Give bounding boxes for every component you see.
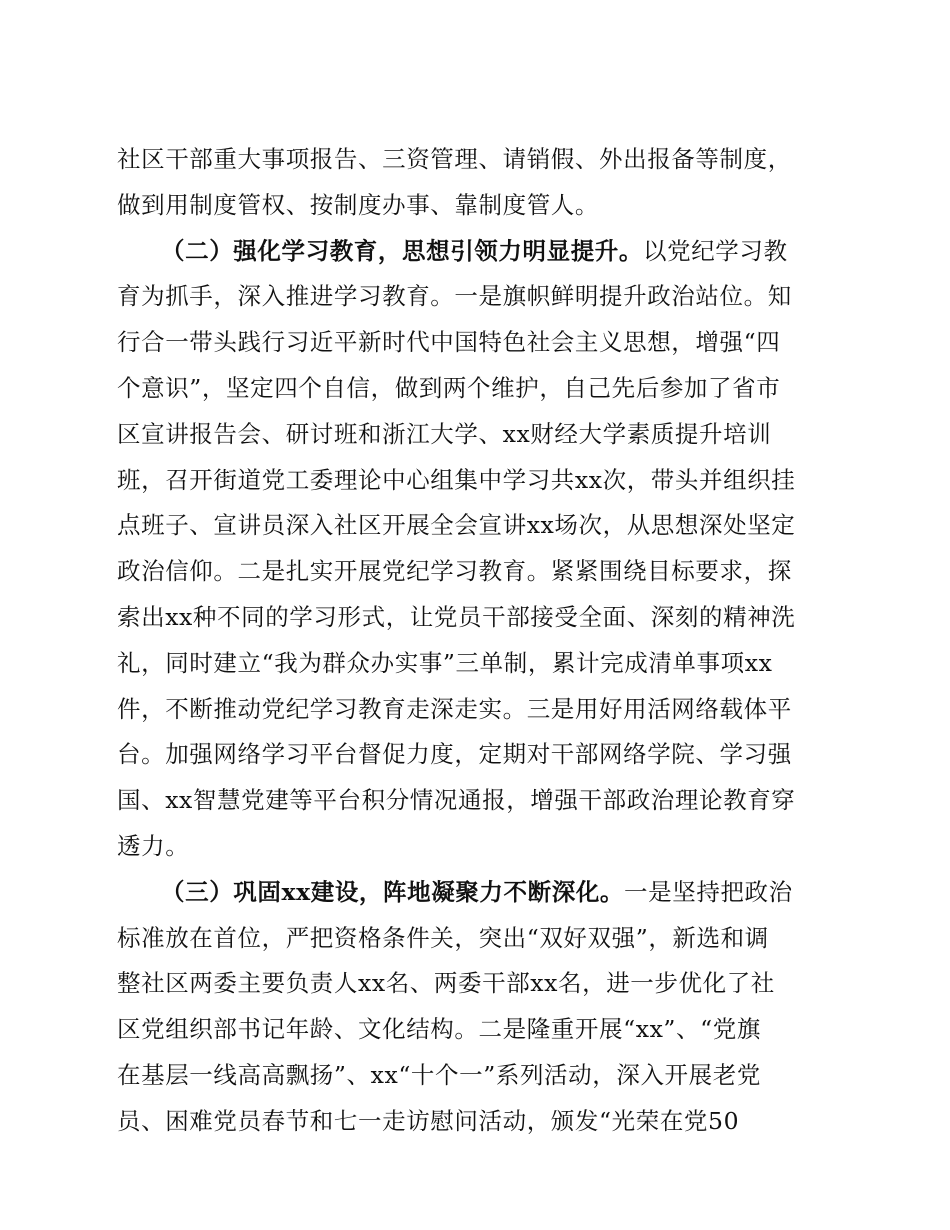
paragraph-line: 个意识”，坚定四个自信，做到两个维护，自己先后参加了省市 xyxy=(117,373,781,402)
paragraph-line: 标准放在首位，严把资格条件关，突出“双好双强”，新选和调 xyxy=(117,923,769,952)
paragraph-line: 政治信仰。二是扎实开展党纪学习教育。紧紧围绕目标要求，探 xyxy=(117,557,792,586)
paragraph-line: 区党组织部书记年龄、文化结构。二是隆重开展“xx”、“党旗 xyxy=(117,1015,761,1044)
paragraph-line: 件，不断推动党纪学习教育走深走实。三是用好用活网络载体平 xyxy=(117,694,792,723)
paragraph-line: 索出xx种不同的学习形式，让党员干部接受全面、深刻的精神洗 xyxy=(117,602,796,631)
section-heading-line xyxy=(117,229,827,275)
paragraph-line: 育为抓手，深入推进学习教育。一是旗帜鲜明提升政治站位。知 xyxy=(117,282,792,311)
section-heading-3: （三）巩固xx建设，阵地凝聚力不断深化。 xyxy=(161,877,625,906)
paragraph-line: 透力。 xyxy=(117,831,190,860)
section-heading-2: （二）强化学习教育，思想引领力明显提升。 xyxy=(161,236,643,265)
paragraph-text: 以党纪学习教 xyxy=(643,236,788,265)
paragraph-line: 台。加强网络学习平台督促力度，定期对干部网络学院、学习强 xyxy=(117,740,792,769)
document-body xyxy=(117,137,827,1145)
paragraph-line: 点班子、宣讲员深入社区开展全会宣讲xx场次，从思想深处坚定 xyxy=(117,511,796,540)
paragraph-line: 区宣讲报告会、研讨班和浙江大学、xx财经大学素质提升培训 xyxy=(117,419,772,448)
paragraph-line: 做到用制度管权、按制度办事、靠制度管人。 xyxy=(117,190,599,219)
paragraph-line: 整社区两委主要负责人xx名、两委干部xx名，进一步优化了社 xyxy=(117,969,775,998)
paragraph-text: 一是坚持把政治 xyxy=(624,877,793,906)
paragraph-line: 员、困难党员春节和七一走访慰问活动，颁发“光荣在党50 xyxy=(117,1106,740,1135)
paragraph-line: 社区干部重大事项报告、三资管理、请销假、外出报备等制度， xyxy=(117,145,792,173)
paragraph-line: 礼，同时建立“我为群众办实事”三单制，累计完成清单事项xx xyxy=(117,648,773,677)
paragraph-line: 在基层一线高高飘扬”、xx“十个一”系列活动，深入开展老党 xyxy=(117,1060,761,1089)
section-heading-line xyxy=(117,870,827,916)
paragraph-line: 行合一带头践行习近平新时代中国特色社会主义思想，增强“四 xyxy=(117,328,781,357)
paragraph-line: 国、xx智慧党建等平台积分情况通报，增强干部政治理论教育穿 xyxy=(117,786,796,815)
paragraph-line: 班，召开街道党工委理论中心组集中学习共xx次，带头并组织挂 xyxy=(117,465,796,494)
